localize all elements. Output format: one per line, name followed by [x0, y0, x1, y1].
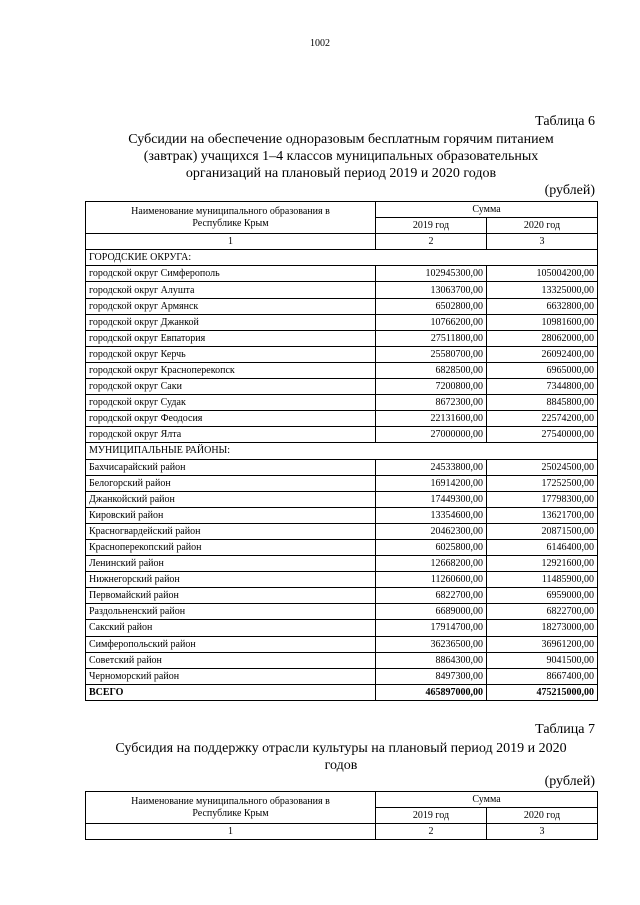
- table6-colnum-3: 3: [487, 234, 598, 250]
- row-2020: 13621700,00: [487, 507, 598, 523]
- table7-caption-line: Субсидия на поддержку отрасли культуры на плановый период 2019 и 2020: [115, 741, 567, 756]
- table6-unit: (рублей): [544, 183, 595, 198]
- table6: [85, 201, 598, 701]
- table6-header-name: [86, 202, 376, 234]
- table-row: [86, 346, 598, 362]
- table6-colnum-1: 1: [86, 234, 376, 250]
- table7-caption-line: годов: [324, 758, 358, 773]
- row-2019: 13063700,00: [376, 282, 487, 298]
- row-2019: 36236500,00: [376, 636, 487, 652]
- table6-section-district: [86, 443, 598, 459]
- table-row: [86, 362, 598, 378]
- table6-caption-line: организаций на плановый период 2019 и 2020 годов: [185, 166, 497, 181]
- row-2020: 27540000,00: [487, 427, 598, 443]
- row-name: Белогорский район: [86, 475, 376, 491]
- table7-header-row: [86, 792, 598, 808]
- table7-header-name-line1: Наименование муниципального образования в: [131, 795, 330, 807]
- table-row: [86, 572, 598, 588]
- row-2020: 28062000,00: [487, 330, 598, 346]
- table6-section-city: [86, 250, 598, 266]
- table-row: [86, 411, 598, 427]
- table6-header-name-line1: Наименование муниципального образования в: [131, 205, 330, 217]
- page-number: 1002: [310, 38, 330, 49]
- table-row: [86, 604, 598, 620]
- row-2019: 6828500,00: [376, 362, 487, 378]
- row-name: Первомайский район: [86, 588, 376, 604]
- row-name: Сакский район: [86, 620, 376, 636]
- table-row: [86, 620, 598, 636]
- row-2020: 6146400,00: [487, 539, 598, 555]
- table7-colnum-2: 2: [376, 824, 487, 840]
- row-2019: 8864300,00: [376, 652, 487, 668]
- row-name: городской округ Саки: [86, 379, 376, 395]
- row-2019: 10766200,00: [376, 314, 487, 330]
- row-2020: 12921600,00: [487, 556, 598, 572]
- row-2019: 8497300,00: [376, 668, 487, 684]
- row-2020: 17252500,00: [487, 475, 598, 491]
- row-2019: 24533800,00: [376, 459, 487, 475]
- row-name: Джанкойский район: [86, 491, 376, 507]
- row-2019: 8672300,00: [376, 395, 487, 411]
- row-2020: 7344800,00: [487, 379, 598, 395]
- row-2020: 8845800,00: [487, 395, 598, 411]
- row-2019: 17914700,00: [376, 620, 487, 636]
- table6-caption: [85, 131, 597, 182]
- table7-header-name-line2: Республике Крым: [192, 807, 269, 819]
- table-row: [86, 427, 598, 443]
- row-name: городской округ Алушта: [86, 282, 376, 298]
- table7-header-2020: 2020 год: [487, 808, 598, 824]
- table-row: [86, 636, 598, 652]
- row-2020: 17798300,00: [487, 491, 598, 507]
- table6-caption-line: (завтрак) учащихся 1–4 классов муниципальных образовательных: [143, 149, 539, 164]
- row-2019: 20462300,00: [376, 523, 487, 539]
- row-name: Симферопольский район: [86, 636, 376, 652]
- row-2020: 18273000,00: [487, 620, 598, 636]
- row-name: Советский район: [86, 652, 376, 668]
- row-2019: 25580700,00: [376, 346, 487, 362]
- row-name: городской округ Евпатория: [86, 330, 376, 346]
- row-2019: 12668200,00: [376, 556, 487, 572]
- row-2020: 13325000,00: [487, 282, 598, 298]
- table6-body: [86, 250, 598, 701]
- row-2020: 22574200,00: [487, 411, 598, 427]
- row-2020: 6965000,00: [487, 362, 598, 378]
- table-row: [86, 395, 598, 411]
- table-row: [86, 298, 598, 314]
- row-2020: 26092400,00: [487, 346, 598, 362]
- table-row: [86, 379, 598, 395]
- table7-column-numbers: [86, 824, 598, 840]
- row-name: городской округ Керчь: [86, 346, 376, 362]
- table6-column-numbers: [86, 234, 598, 250]
- row-name: городской округ Феодосия: [86, 411, 376, 427]
- table-row: [86, 556, 598, 572]
- table6-label: Таблица 6: [535, 114, 595, 129]
- row-2020: 105004200,00: [487, 266, 598, 282]
- table7-label: Таблица 7: [535, 722, 595, 737]
- table6-colnum-2: 2: [376, 234, 487, 250]
- row-2019: 27000000,00: [376, 427, 487, 443]
- row-name: городской округ Судак: [86, 395, 376, 411]
- total-2020: 475215000,00: [487, 684, 598, 700]
- row-name: Красногвардейский район: [86, 523, 376, 539]
- total-2019: 465897000,00: [376, 684, 487, 700]
- row-name: Нижнегорский район: [86, 572, 376, 588]
- table-row: [86, 314, 598, 330]
- table6-header-row: [86, 202, 598, 218]
- row-2020: 6822700,00: [487, 604, 598, 620]
- table-row: [86, 539, 598, 555]
- table7-unit: (рублей): [544, 774, 595, 789]
- row-2020: 11485900,00: [487, 572, 598, 588]
- row-name: Раздольненский район: [86, 604, 376, 620]
- row-name: городской округ Ялта: [86, 427, 376, 443]
- table6-header-sum: Сумма: [376, 202, 598, 218]
- table-row: [86, 652, 598, 668]
- row-2020: 20871500,00: [487, 523, 598, 539]
- table7: [85, 791, 598, 840]
- table-row: [86, 330, 598, 346]
- row-2019: 6025800,00: [376, 539, 487, 555]
- row-2020: 8667400,00: [487, 668, 598, 684]
- row-name: Кировский район: [86, 507, 376, 523]
- table7-caption: [85, 740, 597, 774]
- table7-header-name: [86, 792, 376, 824]
- row-name: Черноморский район: [86, 668, 376, 684]
- section-label: ГОРОДСКИЕ ОКРУГА:: [86, 250, 598, 266]
- row-2019: 6689000,00: [376, 604, 487, 620]
- row-2020: 6959000,00: [487, 588, 598, 604]
- row-2020: 10981600,00: [487, 314, 598, 330]
- table7-header-sum: Сумма: [376, 792, 598, 808]
- table-row: [86, 588, 598, 604]
- row-2019: 7200800,00: [376, 379, 487, 395]
- row-name: городской округ Симферополь: [86, 266, 376, 282]
- row-2020: 9041500,00: [487, 652, 598, 668]
- row-name: Красноперекопский район: [86, 539, 376, 555]
- table6-caption-line: Субсидии на обеспечение одноразовым бесплатным горячим питанием: [128, 132, 554, 147]
- row-2019: 102945300,00: [376, 266, 487, 282]
- row-name: городской округ Джанкой: [86, 314, 376, 330]
- table7-colnum-3: 3: [487, 824, 598, 840]
- section-label: МУНИЦИПАЛЬНЫЕ РАЙОНЫ:: [86, 443, 598, 459]
- table6-total-row: [86, 684, 598, 700]
- table-row: [86, 266, 598, 282]
- row-name: Бахчисарайский район: [86, 459, 376, 475]
- row-2019: 27511800,00: [376, 330, 487, 346]
- row-2020: 25024500,00: [487, 459, 598, 475]
- row-2019: 22131600,00: [376, 411, 487, 427]
- table6-header-2019: 2019 год: [376, 218, 487, 234]
- row-2020: 36961200,00: [487, 636, 598, 652]
- table-row: [86, 523, 598, 539]
- table-row: [86, 282, 598, 298]
- row-2019: 16914200,00: [376, 475, 487, 491]
- table-row: [86, 507, 598, 523]
- table7-colnum-1: 1: [86, 824, 376, 840]
- row-name: Ленинский район: [86, 556, 376, 572]
- row-name: городской округ Красноперекопск: [86, 362, 376, 378]
- table6-header-name-line2: Республике Крым: [192, 217, 269, 229]
- row-name: городской округ Армянск: [86, 298, 376, 314]
- table-row: [86, 668, 598, 684]
- total-label: ВСЕГО: [86, 684, 376, 700]
- row-2019: 6822700,00: [376, 588, 487, 604]
- row-2019: 13354600,00: [376, 507, 487, 523]
- table7-header-2019: 2019 год: [376, 808, 487, 824]
- row-2019: 17449300,00: [376, 491, 487, 507]
- table-row: [86, 475, 598, 491]
- table6-header-2020: 2020 год: [487, 218, 598, 234]
- table-row: [86, 491, 598, 507]
- row-2019: 11260600,00: [376, 572, 487, 588]
- table-row: [86, 459, 598, 475]
- row-2020: 6632800,00: [487, 298, 598, 314]
- row-2019: 6502800,00: [376, 298, 487, 314]
